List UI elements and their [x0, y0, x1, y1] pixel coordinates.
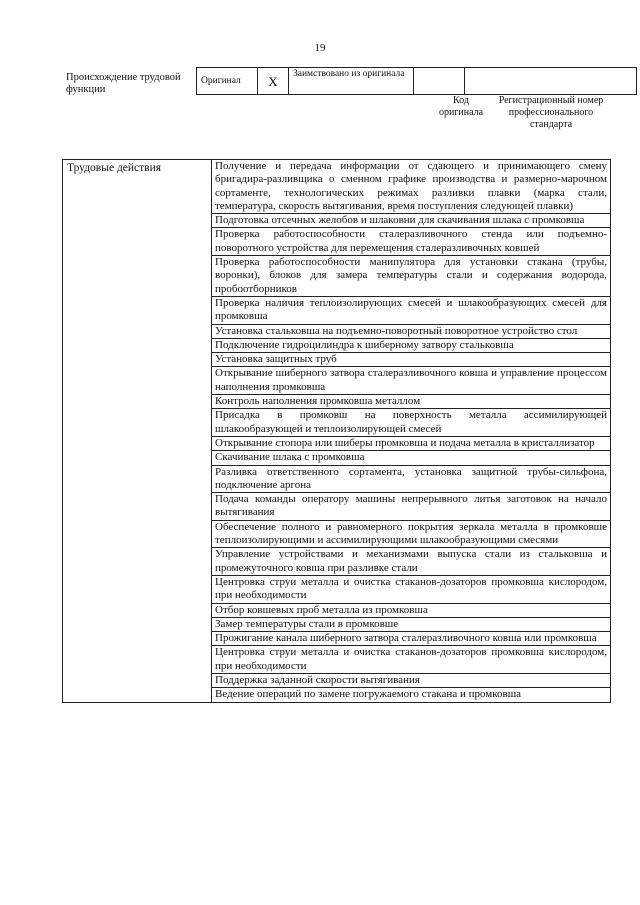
reg-caption: Регистрационный номер профессионального стандарта: [498, 95, 604, 130]
action-item: Прожигание канала шиберного затвора сталеразливочного ковша или промковша: [212, 632, 610, 646]
origin-label: Происхождение трудовой функции: [66, 72, 181, 95]
origin-table: [196, 67, 637, 95]
action-item: Центровка струи металла и очистка стаканов-дозаторов промковша кислородом, при необходимости: [212, 576, 610, 604]
action-item: Подключение гидроцилиндра к шиберному затвору стальковша: [212, 339, 610, 353]
action-item: Скачивание шлака с промковша: [212, 451, 610, 465]
action-item: Присадка в промковш на поверхность металла ассимилирующей шлакообразующей и теплоизолирующей смесей: [212, 409, 610, 437]
action-item: Установка защитных труб: [212, 353, 610, 367]
action-item: Открывание стопора или шиберы промковша и подача металла в кристаллизатор: [212, 437, 610, 451]
action-item: Подача команды оператору машины непрерывного литья заготовок на начало вытягивания: [212, 493, 610, 521]
original-mark: X: [258, 68, 289, 95]
action-item: Установка стальковша на подъемно-поворотный поворотное устройство стол: [212, 325, 610, 339]
action-item: Управление устройствами и механизмами выпуска стали из стальковша и промежуточного ковша при разливке стали: [212, 548, 610, 576]
reg-number-cell: [465, 68, 637, 95]
code-caption: Код оригинала: [438, 95, 484, 118]
action-item: Открывание шиберного затвора сталеразливочного ковша и управление процессом наполнения промковша: [212, 367, 610, 395]
action-item: Обеспечение полного и равномерного покрытия зеркала металла в промковше теплоизолирующими и ассимилирующими шлакообразующими смесями: [212, 521, 610, 549]
original-cell: Оригинал: [197, 68, 258, 95]
action-item: Замер температуры стали в промковше: [212, 618, 610, 632]
action-item: Центровка струи металла и очистка стаканов-дозаторов промковша кислородом, при необходимости: [212, 646, 610, 674]
borrowed-cell: Заимствовано из оригинала: [289, 68, 414, 95]
actions-label: Трудовые действия: [63, 160, 212, 703]
actions-table: [62, 159, 611, 703]
action-item: Разливка ответственного сортамента, установка защитной трубы-сильфона, подключение аргона: [212, 466, 610, 494]
action-item: Отбор ковшевых проб металла из промковша: [212, 604, 610, 618]
page-number: 19: [314, 42, 326, 54]
action-item: Контроль наполнения промковша металлом: [212, 395, 610, 409]
actions-list: [212, 160, 611, 703]
action-item: Проверка работоспособности манипулятора для установки стакана (трубы, воронки), блоков для замера температуры стали и содержания водорода, пробоотборников: [212, 256, 610, 297]
code-cell: [414, 68, 465, 95]
action-item: Ведение операций по замене погружаемого стакана и промковша: [215, 688, 522, 701]
action-item: Проверка наличия теплоизолирующих смесей и шлакообразующих смесей для промковша: [212, 297, 610, 325]
action-item: Поддержка заданной скорости вытягивания: [212, 674, 610, 688]
action-item: Подготовка отсечных желобов и шлаковни для скачивания шлака с промковша: [212, 214, 610, 228]
action-item: Проверка работоспособности сталеразливочного стенда или подъемно-поворотного устройства для перемещения сталеразливочных ковшей: [212, 228, 610, 256]
action-item: Получение и передача информации от сдающего и принимающего смену бригадира-разливщика о сменном графике производства и размерно-марочном сортаменте, технологических режимах разливки плавки (марка стали, температура, скорость вытягивания, время поступления следующей плавки): [212, 160, 610, 214]
